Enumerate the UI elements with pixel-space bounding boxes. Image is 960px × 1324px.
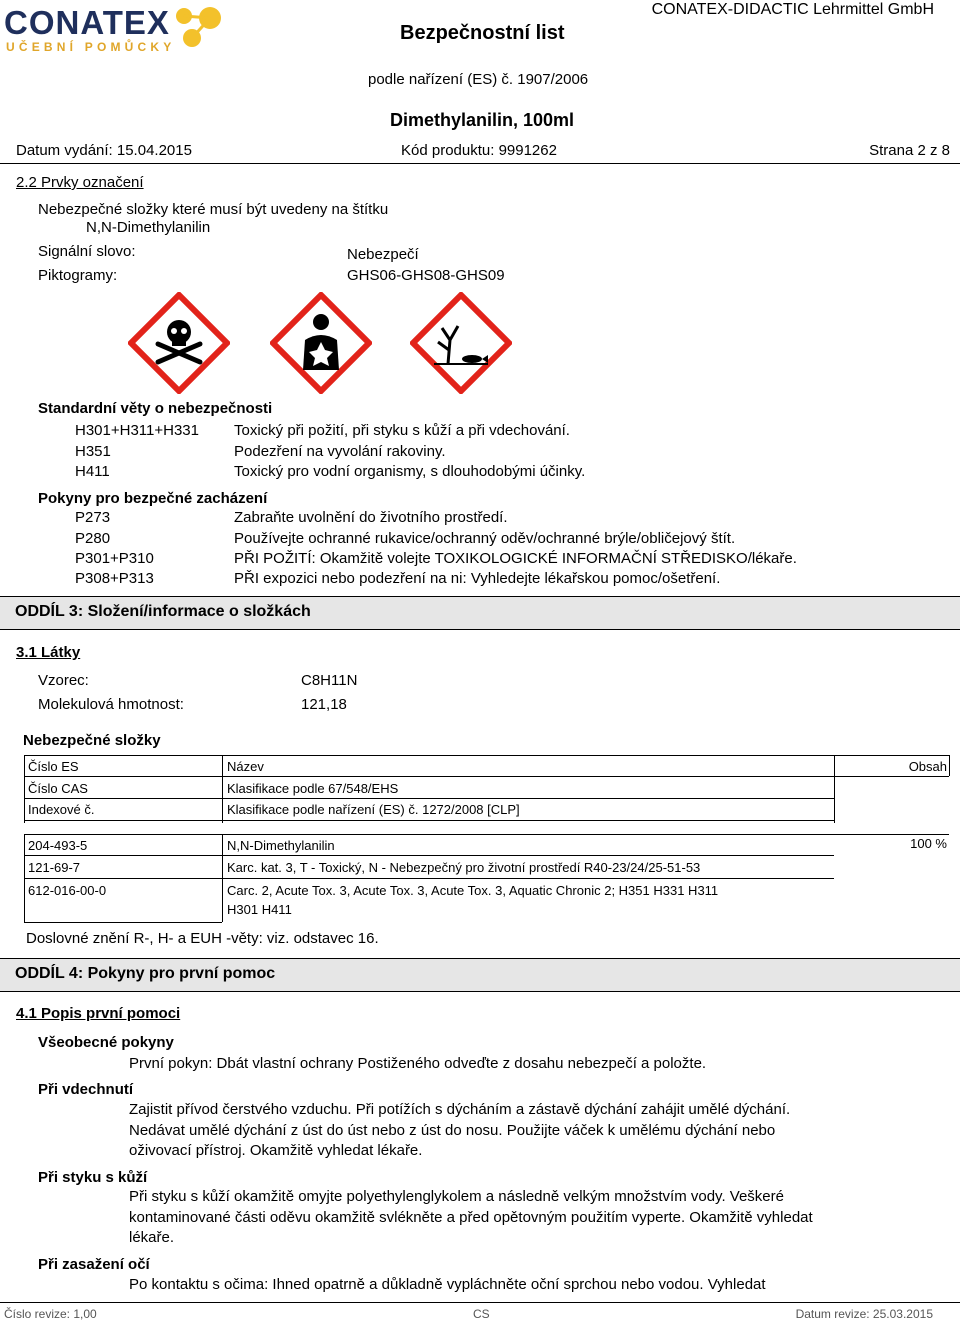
header-divider: [0, 163, 960, 164]
section-4-1-heading: 4.1 Popis první pomoci: [16, 1005, 181, 1022]
product-code: Kód produktu: 9991262: [401, 142, 557, 159]
section-3-band: [0, 596, 960, 630]
h-statements-heading: Standardní věty o nebezpečnosti: [38, 400, 273, 417]
h-text: Podezření na vyvolání rakoviny.: [234, 443, 446, 460]
p-text: PŘI POŽITÍ: Okamžitě volejte TOXIKOLOGICKÉ INFORMAČNÍ STŘEDISKO/lékaře.: [234, 550, 797, 567]
th-class-clp: Klasifikace podle nařízení (ES) č. 1272/2008 [CLP]: [227, 802, 520, 817]
issue-date: Datum vydání: 15.04.2015: [16, 142, 192, 159]
cell-name: N,N-Dimethylanilin: [227, 838, 335, 853]
skin-text: Při styku s kůží okamžitě omyjte polyethylenglykolem a následně velkým množstvím vody. Veškeré: [129, 1188, 784, 1205]
p-code: P273: [75, 509, 111, 526]
footer-divider: [0, 1302, 960, 1303]
mw-label: Molekulová hmotnost:: [38, 696, 184, 713]
inhalation-heading: Při vdechnutí: [38, 1081, 134, 1098]
logo-text: CONATEX: [4, 4, 170, 41]
cell-cas: 121-69-7: [28, 860, 81, 875]
section-4-title: ODDÍL 4: Pokyny pro první pomoc: [15, 965, 276, 982]
th-content: Obsah: [908, 759, 947, 774]
r-h-note: Doslovné znění R-, H- a EUH -věty: viz. odstavec 16.: [26, 930, 379, 947]
revision-date: Datum revize: 25.03.2015: [795, 1307, 933, 1321]
inhalation-text: Nedávat umělé dýchání z úst do úst nebo z úst do nosu. Použijte váček k umělému dýchání nebo: [129, 1122, 776, 1139]
h-code: H351: [75, 443, 111, 460]
th-cas: Číslo CAS: [28, 781, 88, 796]
th-es: Číslo ES: [28, 759, 79, 774]
signal-value: Nebezpečí: [347, 246, 419, 263]
eye-text: Po kontaktu s očima: Ihned opatrně a důkladně vypláchněte oční sprchou nebo vodou. Vyhledat: [129, 1276, 766, 1293]
cell-es: 204-493-5: [28, 838, 88, 853]
pictograms-label: Piktogramy:: [38, 267, 118, 284]
section-3-title: ODDÍL 3: Složení/informace o složkách: [15, 603, 311, 620]
cell-content: 100 %: [910, 836, 947, 851]
h-text: Toxický při požití, při styku s kůží a při vdechování.: [234, 422, 570, 439]
components-label: Nebezpečné složky které musí být uvedeny na štítku: [38, 201, 389, 218]
regulation: podle nařízení (ES) č. 1907/2006: [368, 71, 589, 88]
signal-label: Signální slovo:: [38, 243, 136, 260]
company-name: CONATEX-DIDACTIC Lehrmittel GmbH: [651, 1, 934, 18]
pictograms-value: GHS06-GHS08-GHS09: [347, 267, 505, 284]
h-text: Toxický pro vodní organismy, s dlouhodobými účinky.: [234, 463, 586, 480]
th-name: Název: [227, 759, 264, 774]
th-index: Indexové č.: [28, 802, 95, 817]
skin-heading: Při styku s kůží: [38, 1169, 148, 1186]
section-4-band: [0, 958, 960, 992]
hazard-components-heading: Nebezpečné složky: [23, 732, 161, 749]
skin-text: lékaře.: [129, 1229, 175, 1246]
component-name: N,N-Dimethylanilin: [86, 219, 211, 236]
table-line: [24, 878, 834, 879]
table-line: [24, 922, 222, 923]
cell-class-clp-cont: H301 H411: [227, 902, 292, 917]
h-code: H411: [75, 463, 110, 480]
cell-index: 612-016-00-0: [28, 883, 107, 898]
p-text: Zabraňte uvolnění do životního prostředí.: [234, 509, 508, 526]
table-vline: [222, 755, 223, 823]
inhalation-text: Zajistit přívod čerstvého vzduchu. Při potížích s dýcháním a zástavě dýchání zahájit umělé dýchání.: [129, 1101, 791, 1118]
eye-heading: Při zasažení očí: [38, 1256, 150, 1273]
logo-molecule-icon: [170, 4, 226, 52]
page-number: Strana 2 z 8: [869, 142, 950, 159]
p-code: P308+P313: [75, 570, 154, 587]
p-code: P280: [75, 530, 111, 547]
formula-label: Vzorec:: [38, 672, 89, 689]
product-name: Dimethylanilin, 100ml: [390, 110, 575, 130]
general-heading: Všeobecné pokyny: [38, 1034, 174, 1051]
p-text: PŘI expozici nebo podezření na ni: Vyhledejte lékařskou pomoc/ošetření.: [234, 570, 721, 587]
table-line: [24, 798, 834, 799]
table-vline: [24, 755, 25, 823]
cell-class-eec: Karc. kat. 3, T - Toxický, N - Nebezpečný pro životní prostředí R40-23/24/25-51-53: [227, 860, 701, 875]
general-text: První pokyn: Dbát vlastní ochrany Postiženého odveďte z dosahu nebezpečí a položte.: [129, 1055, 707, 1072]
table-line: [24, 855, 834, 856]
th-class-eec: Klasifikace podle 67/548/EHS: [227, 781, 399, 796]
table-line: [24, 820, 834, 821]
table-line: [24, 834, 949, 835]
skull-crossbones-icon: [128, 292, 230, 394]
health-hazard-icon: [270, 292, 372, 394]
table-vline: [834, 755, 835, 823]
skin-text: kontaminované části oděvu okamžitě svlékněte a před opětovným použitím vyperte. Okamžitě vyhledat: [129, 1209, 813, 1226]
revision-number: Číslo revize: 1,00: [4, 1307, 97, 1321]
table-top-line: [24, 755, 949, 756]
formula-value: C8H11N: [301, 672, 358, 689]
inhalation-text: oživovací přístroj. Okamžitě vyhledat lékaře.: [129, 1142, 423, 1159]
document-title: Bezpečnostní list: [400, 22, 565, 44]
h-code: H301+H311+H331: [75, 422, 199, 439]
table-vline: [949, 755, 950, 776]
environment-icon: [410, 292, 512, 394]
p-text: Používejte ochranné rukavice/ochranný oděv/ochranné brýle/obličejový štít.: [234, 530, 736, 547]
mw-value: 121,18: [301, 696, 347, 713]
section-2-2-heading: 2.2 Prvky označení: [16, 174, 144, 191]
table-line: [24, 776, 949, 777]
p-statements-heading: Pokyny pro bezpečné zacházení: [38, 490, 268, 507]
section-3-1-heading: 3.1 Látky: [16, 644, 81, 661]
p-code: P301+P310: [75, 550, 154, 567]
logo-subtext: UČEBNÍ POMŮCKY: [6, 40, 176, 54]
language-code: CS: [473, 1307, 490, 1321]
cell-class-clp: Carc. 2, Acute Tox. 3, Acute Tox. 3, Acute Tox. 3, Aquatic Chronic 2; H351 H331 H311: [227, 883, 719, 898]
